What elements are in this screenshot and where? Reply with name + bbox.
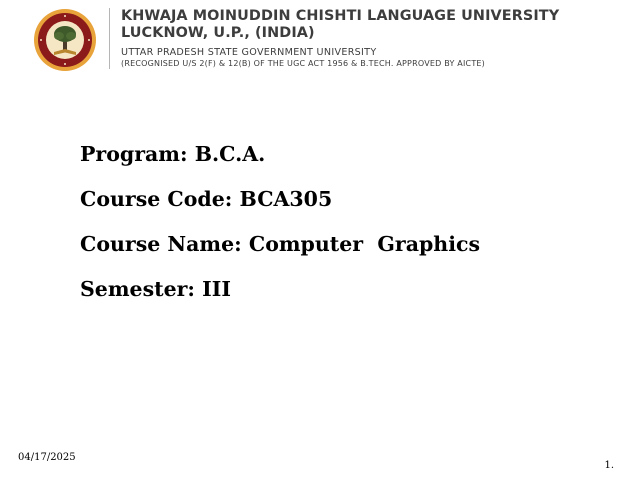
semester-text: Semester: III [80,277,231,301]
university-header [0,0,640,78]
university-text-block [121,8,559,69]
university-seal-icon [28,8,102,72]
course-code-text: Course Code: BCA305 [80,187,333,211]
university-subtitle-line1: UTTAR PRADESH STATE GOVERNMENT UNIVERSITY [121,47,377,58]
course-info-block [80,138,480,318]
page-number: 1. [604,460,614,471]
program-text: Program: B.C.A. [80,142,266,166]
university-name-line2: LUCKNOW, U.P., (INDIA) [121,25,315,41]
university-name-line1: KHWAJA MOINUDDIN CHISHTI LANGUAGE UNIVERSITY [121,8,560,24]
course-name-text: Course Name: Computer Graphics [80,232,481,256]
university-subtitle-line2: (RECOGNISED U/S 2(F) & 12(B) OF THE UGC ACT 1956 & B.TECH. APPROVED BY AICTE) [121,59,485,68]
footer-date: 04/17/2025 [18,452,76,463]
header-divider [109,8,110,69]
